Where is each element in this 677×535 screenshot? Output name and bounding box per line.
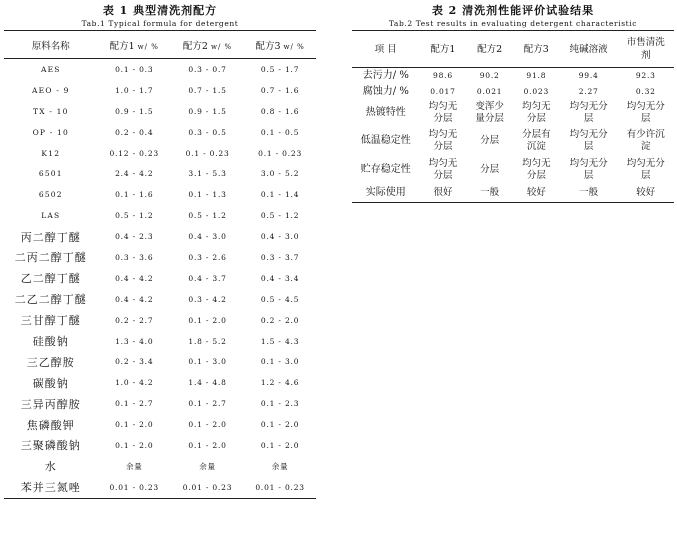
table-row — [4, 393, 316, 414]
result-cell: 均匀无分层 — [428, 101, 458, 124]
table-row — [4, 456, 316, 477]
table-row — [4, 414, 316, 435]
table-row — [4, 205, 316, 226]
formula-3-value-cell: 0.1 - 2.0 — [260, 440, 300, 450]
formula-2-value-cell: 1.8 - 5.2 — [188, 336, 227, 346]
formula-3-value-cell: 1.2 - 4.6 — [260, 378, 300, 388]
formula-3-value-cell: 0.8 - 1.6 — [260, 106, 300, 116]
table-2-body — [352, 68, 674, 203]
formula-3-value-cell: 0.3 - 3.7 — [260, 252, 300, 262]
formula-2-value-cell: 0.1 - 1.3 — [188, 190, 227, 200]
formula-1-value-cell: 0.1 - 0.3 — [115, 64, 154, 74]
formula-1-value-cell: 0.2 - 3.4 — [115, 357, 154, 367]
formula-3-value-cell: 0.1 - 2.0 — [260, 420, 300, 430]
formula-2-value-cell: 0.9 - 1.5 — [188, 106, 227, 116]
table-row — [4, 331, 316, 352]
material-name-cell: 三乙醇胺 — [26, 355, 75, 369]
formula-1-value-cell: 0.5 - 1.2 — [115, 211, 154, 221]
formula-1-value-cell: 0.4 - 4.2 — [115, 273, 154, 283]
result-cell: 变浑少量分层 — [475, 101, 504, 124]
result-cell: 91.8 — [526, 71, 547, 80]
table-1-title: 表 1 典型清洗剂配方 — [102, 4, 218, 17]
formula-2-value-cell: 0.01 - 0.23 — [182, 482, 233, 492]
formula-3-value-cell: 0.4 - 3.0 — [260, 232, 300, 242]
formula-2-value-cell: 0.3 - 2.6 — [188, 252, 227, 262]
table-row — [4, 122, 316, 143]
table-row — [4, 477, 316, 498]
result-cell: 一般 — [579, 187, 599, 198]
formula-1-value-cell: 1.0 - 1.7 — [115, 85, 154, 95]
table-row — [4, 310, 316, 331]
result-cell: 均匀无分层 — [626, 157, 665, 181]
column-header-label: 配方2 — [182, 40, 208, 52]
table-2-grid — [352, 30, 674, 203]
table-row — [352, 184, 674, 203]
column-header-formula-3 — [244, 31, 316, 59]
formula-3-value-cell: 0.1 - 3.0 — [260, 357, 300, 367]
material-name-cell: OP - 10 — [32, 127, 70, 137]
table-row — [4, 247, 316, 268]
formula-3-value-cell: 0.1 - 2.3 — [260, 399, 300, 409]
material-name-cell: 二丙二醇丁醚 — [14, 251, 87, 265]
result-cell: 均匀无分层 — [626, 101, 665, 124]
table-row — [352, 100, 674, 126]
table-2-header-row — [352, 31, 674, 68]
table-1-grid — [4, 30, 316, 499]
material-name-cell: 三甘醇丁醚 — [20, 314, 81, 328]
formula-1-value-cell: 0.9 - 1.5 — [115, 106, 154, 116]
result-cell: 90.2 — [479, 71, 500, 80]
formula-3-value-cell: 0.1 - 0.23 — [258, 148, 303, 158]
material-name-cell: AEO - 9 — [32, 85, 70, 95]
formula-2-value-cell: 0.7 - 1.5 — [188, 85, 227, 95]
material-name-cell: 硅酸钠 — [32, 335, 69, 349]
material-name-cell: 乙二醇丁醚 — [20, 272, 81, 286]
unit-label: w/ % — [283, 42, 305, 51]
column-header-formula-2: 配方2 — [466, 31, 513, 68]
table-row — [4, 143, 316, 164]
result-cell: 均匀无分层 — [569, 101, 608, 124]
formula-1-value-cell: 0.1 - 2.7 — [115, 399, 154, 409]
unit-label: w/ % — [210, 42, 233, 51]
material-name-cell: 6501 — [38, 169, 63, 179]
formula-1-value-cell: 2.4 - 4.2 — [115, 169, 154, 179]
material-name-cell: 丙二醇丁醚 — [20, 230, 81, 244]
table-row — [4, 372, 316, 393]
column-header-formula-1 — [98, 31, 171, 59]
table-row — [352, 126, 674, 155]
material-name-cell: 焦磷酸钾 — [26, 418, 75, 432]
formula-1-value-cell: 1.0 - 4.2 — [115, 378, 154, 388]
formula-2-value-cell: 0.1 - 2.7 — [188, 399, 227, 409]
material-name-cell: 三聚磷酸钠 — [20, 439, 81, 453]
column-header-material: 原料名称 — [4, 31, 98, 59]
result-cell: 98.6 — [433, 71, 453, 80]
formula-1-value-cell: 0.12 - 0.23 — [109, 148, 159, 158]
result-cell: 0.023 — [523, 87, 550, 96]
result-cell: 99.4 — [578, 71, 599, 80]
formula-3-value-cell: 0.7 - 1.6 — [260, 85, 300, 95]
formula-2-value-cell: 0.1 - 2.0 — [188, 315, 227, 325]
formula-3-value-cell: 0.1 - 1.4 — [260, 190, 300, 200]
result-cell: 2.27 — [578, 87, 599, 96]
column-header-commercial: 市售清洗剂 — [618, 31, 674, 68]
table-1-header-row — [4, 31, 316, 59]
material-name-cell: K12 — [41, 148, 61, 158]
formula-3-value-cell: 1.5 - 4.3 — [260, 336, 300, 346]
result-cell: 均匀无分层 — [569, 128, 608, 152]
formula-3-value-cell: 0.5 - 4.5 — [260, 294, 300, 304]
item-label-cell: 低温稳定性 — [360, 134, 411, 146]
table-row — [4, 59, 316, 80]
formula-2-value-cell: 0.4 - 3.7 — [188, 273, 227, 283]
result-cell: 0.32 — [635, 87, 656, 96]
table-row — [4, 268, 316, 289]
material-name-cell: 二乙二醇丁醚 — [14, 293, 87, 307]
item-label-cell: 腐蚀力/ % — [362, 86, 409, 97]
formula-2-value-cell: 0.1 - 0.23 — [185, 148, 230, 158]
formula-1-value-cell: 0.4 - 2.3 — [115, 232, 154, 242]
result-cell: 均匀无分层 — [522, 157, 551, 181]
formula-1-value-cell: 0.4 - 4.2 — [115, 294, 154, 304]
formula-2-value-cell: 0.3 - 0.7 — [188, 64, 227, 74]
material-name-cell: AES — [40, 64, 61, 74]
formula-3-value-cell: 0.1 - 0.5 — [260, 127, 300, 137]
result-cell: 较好 — [526, 187, 546, 198]
formula-2-value-cell: 0.4 - 3.0 — [188, 232, 227, 242]
result-cell: 均匀无分层 — [428, 128, 458, 152]
formula-1-value-cell: 0.1 - 2.0 — [115, 440, 154, 450]
formula-3-value-cell: 0.5 - 1.7 — [260, 64, 300, 74]
table-row — [4, 289, 316, 310]
formula-3-value-cell: 0.2 - 2.0 — [260, 315, 300, 325]
formula-2-value-cell: 3.1 - 5.3 — [188, 169, 227, 179]
result-cell: 均匀无分层 — [569, 157, 608, 181]
table-1-body — [4, 59, 316, 499]
column-header-item: 项 目 — [352, 31, 420, 68]
item-label-cell: 贮存稳定性 — [360, 163, 411, 175]
formula-2-value-cell: 1.4 - 4.8 — [188, 378, 227, 388]
column-header-soda-solution: 纯碱溶液 — [560, 31, 618, 68]
result-cell: 一般 — [480, 187, 500, 198]
formula-1-value-cell: 1.3 - 4.0 — [115, 336, 154, 346]
formula-3-value-cell: 0.4 - 3.4 — [260, 273, 300, 283]
column-header-label: 配方3 — [255, 40, 281, 52]
formula-2-value-cell: 0.1 - 3.0 — [188, 357, 227, 367]
table-2-title: 表 2 清洗剂性能评价试验结果 — [431, 4, 595, 17]
formula-2-value-cell: 0.1 - 2.0 — [188, 420, 227, 430]
table-row — [4, 351, 316, 372]
result-cell: 分层有沉淀 — [522, 128, 551, 152]
formula-1-value-cell: 0.1 - 2.0 — [115, 420, 154, 430]
table-row — [4, 163, 316, 184]
formula-3-value-cell: 0.5 - 1.2 — [260, 211, 300, 221]
result-cell: 92.3 — [635, 71, 656, 80]
result-cell: 有少许沉淀 — [626, 128, 665, 152]
material-name-cell: 碳酸钠 — [32, 376, 69, 390]
formula-1-value-cell: 0.3 - 3.6 — [115, 252, 154, 262]
formula-3-value-cell: 余量 — [271, 461, 289, 471]
formula-2-value-cell: 余量 — [199, 461, 216, 471]
table-row — [4, 80, 316, 101]
formula-1-value-cell: 0.1 - 1.6 — [115, 190, 154, 200]
formula-2-value-cell: 0.3 - 0.5 — [188, 127, 227, 137]
table-row — [352, 68, 674, 85]
table-row — [4, 101, 316, 122]
material-name-cell: TX - 10 — [33, 106, 69, 116]
table-row — [4, 226, 316, 247]
result-cell: 0.017 — [430, 87, 456, 96]
formula-3-value-cell: 0.01 - 0.23 — [255, 482, 305, 492]
column-header-formula-2 — [171, 31, 244, 59]
item-label-cell: 去污力/ % — [362, 70, 409, 81]
material-name-cell: LAS — [41, 211, 61, 221]
table-2 — [352, 4, 674, 203]
table-1-subtitle: Tab.1 Typical formula for detergent — [81, 19, 239, 28]
table-row — [352, 155, 674, 184]
item-label-cell: 实际使用 — [365, 187, 406, 198]
item-label-cell: 热镀特性 — [365, 107, 406, 118]
table-row — [4, 435, 316, 456]
result-cell: 0.021 — [476, 87, 503, 96]
formula-3-value-cell: 3.0 - 5.2 — [260, 169, 300, 179]
formula-1-value-cell: 0.2 - 2.7 — [115, 315, 154, 325]
material-name-cell: 苯并三氮唑 — [20, 481, 81, 495]
column-header-formula-1: 配方1 — [420, 31, 467, 68]
table-2-subtitle: Tab.2 Test results in evaluating detergent characteristic — [388, 19, 638, 28]
formula-2-value-cell: 0.1 - 2.0 — [188, 440, 227, 450]
column-header-label: 配方1 — [109, 40, 135, 52]
formula-1-value-cell: 0.01 - 0.23 — [109, 482, 159, 492]
result-cell: 较好 — [636, 187, 656, 198]
material-name-cell: 6502 — [38, 190, 63, 200]
result-cell: 分层 — [480, 163, 500, 175]
formula-1-value-cell: 0.2 - 0.4 — [115, 127, 154, 137]
table-row — [4, 184, 316, 205]
formula-2-value-cell: 0.3 - 4.2 — [188, 294, 227, 304]
table-row — [352, 84, 674, 100]
formula-1-value-cell: 余量 — [125, 461, 143, 471]
table-1 — [4, 4, 316, 499]
result-cell: 均匀无分层 — [522, 101, 551, 124]
column-header-formula-3: 配方3 — [513, 31, 560, 68]
result-cell: 很好 — [433, 187, 453, 198]
result-cell: 均匀无分层 — [428, 157, 458, 181]
unit-label: w/ % — [137, 42, 159, 51]
formula-2-value-cell: 0.5 - 1.2 — [188, 211, 227, 221]
material-name-cell: 水 — [44, 460, 57, 474]
material-name-cell: 三异丙醇胺 — [20, 397, 81, 411]
result-cell: 分层 — [480, 134, 500, 146]
